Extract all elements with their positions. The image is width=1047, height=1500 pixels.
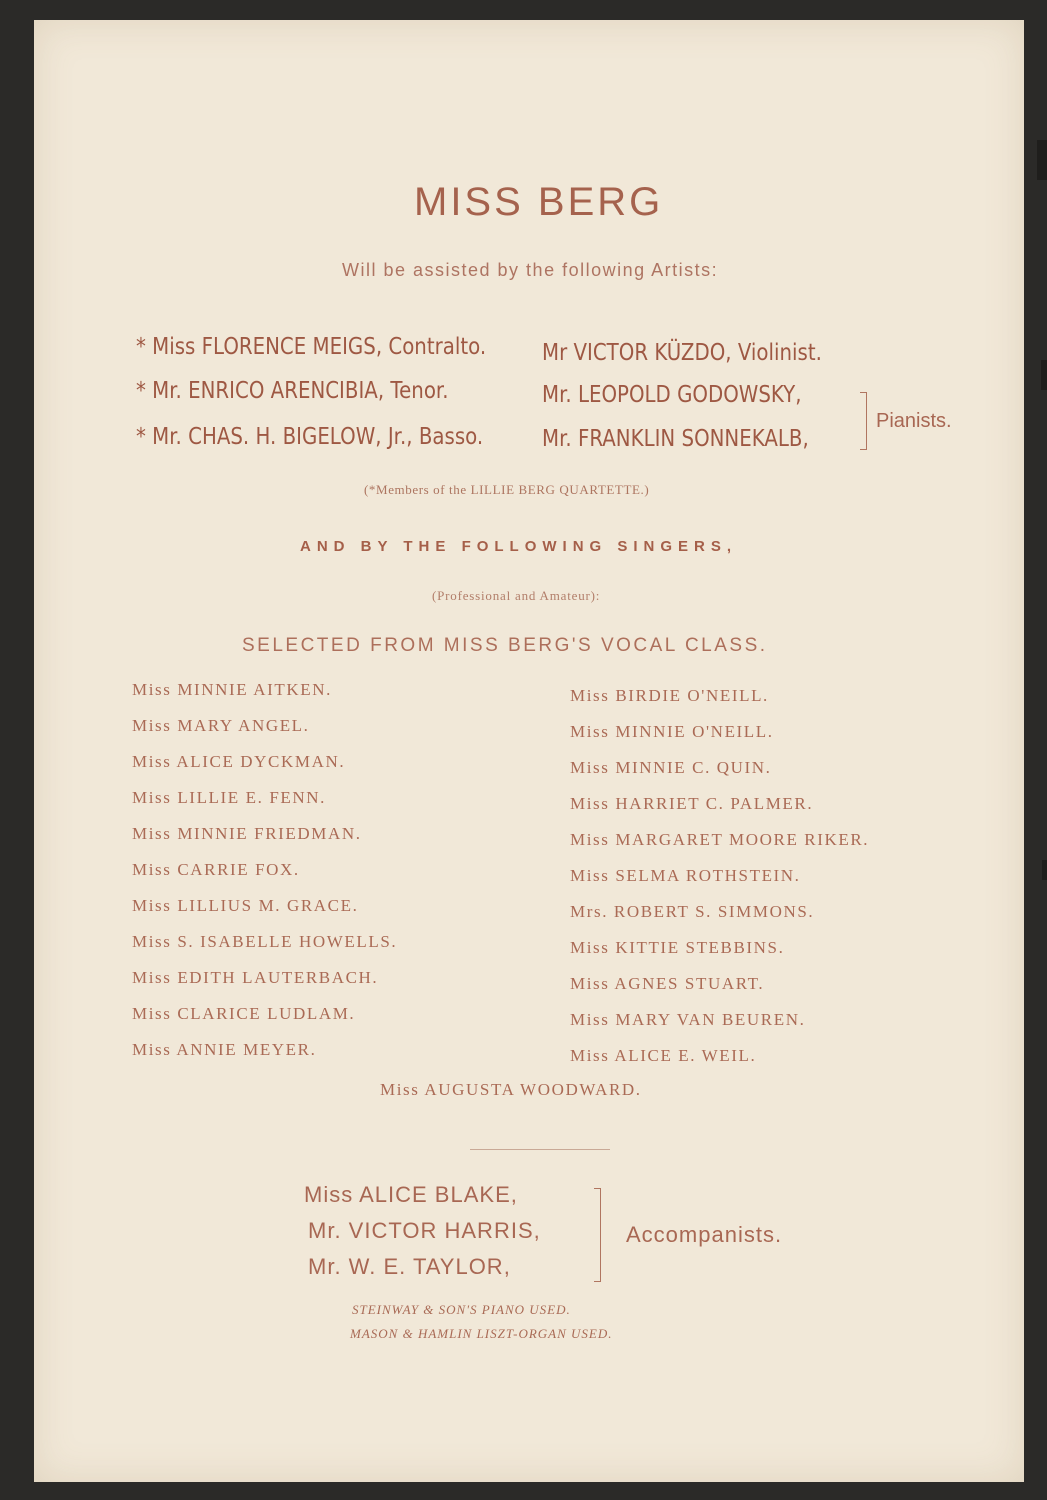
singer-right-5: Miss MARGARET MOORE RIKER. <box>570 830 870 849</box>
accompanists-label: Accompanists. <box>626 1222 783 1247</box>
assisted-by-line: Will be assisted by the following Artists: <box>342 260 719 280</box>
singer-left-2: Miss MARY ANGEL. <box>132 716 310 735</box>
accompanist-blake: Miss ALICE BLAKE, <box>304 1182 518 1207</box>
accompanist-taylor: Mr. W. E. TAYLOR, <box>308 1254 511 1279</box>
singers-heading: AND BY THE FOLLOWING SINGERS, <box>300 538 738 555</box>
singer-right-10: Miss MARY VAN BEUREN. <box>570 1010 806 1029</box>
singer-left-3: Miss ALICE DYCKMAN. <box>132 752 346 771</box>
pianists-label: Pianists. <box>876 410 952 432</box>
accompanist-harris: Mr. VICTOR HARRIS, <box>308 1218 541 1243</box>
program-page <box>34 20 1024 1482</box>
singer-left-6: Miss CARRIE FOX. <box>132 860 300 879</box>
artist-godowsky: Mr. LEOPOLD GODOWSKY, <box>542 382 802 408</box>
singer-right-9: Miss AGNES STUART. <box>570 974 765 993</box>
artist-sonnekalb: Mr. FRANKLIN SONNEKALB, <box>542 426 809 452</box>
singer-left-1: Miss MINNIE AITKEN. <box>132 680 332 699</box>
singer-right-2: Miss MINNIE O'NEILL. <box>570 722 774 741</box>
singer-right-11: Miss ALICE E. WEIL. <box>570 1046 757 1065</box>
singer-right-3: Miss MINNIE C. QUIN. <box>570 758 772 777</box>
artist-bigelow: * Mr. CHAS. H. BIGELOW, Jr., Basso. <box>136 424 484 450</box>
selected-heading: SELECTED FROM MISS BERG'S VOCAL CLASS. <box>242 635 768 656</box>
pianists-bracket <box>860 392 867 450</box>
singer-left-8: Miss S. ISABELLE HOWELLS. <box>132 932 398 951</box>
divider-rule <box>470 1149 610 1150</box>
singer-right-4: Miss HARRIET C. PALMER. <box>570 794 814 813</box>
singer-left-5: Miss MINNIE FRIEDMAN. <box>132 824 362 843</box>
page-title: MISS BERG <box>414 180 664 224</box>
accompanists-bracket <box>594 1188 601 1282</box>
artist-meigs: * Miss FLORENCE MEIGS, Contralto. <box>136 334 487 360</box>
singer-right-6: Miss SELMA ROTHSTEIN. <box>570 866 801 885</box>
steinway-credit: STEINWAY & SON'S PIANO USED. <box>352 1302 571 1317</box>
singer-right-8: Miss KITTIE STEBBINS. <box>570 938 785 957</box>
singer-left-4: Miss LILLIE E. FENN. <box>132 788 326 807</box>
torn-edge <box>1041 360 1047 390</box>
singer-left-7: Miss LILLIUS M. GRACE. <box>132 896 359 915</box>
singer-woodward: Miss AUGUSTA WOODWARD. <box>380 1080 642 1099</box>
singer-right-1: Miss BIRDIE O'NEILL. <box>570 686 769 705</box>
torn-edge <box>1042 860 1047 880</box>
singer-left-9: Miss EDITH LAUTERBACH. <box>132 968 379 987</box>
torn-edge <box>1037 140 1047 180</box>
singer-left-11: Miss ANNIE MEYER. <box>132 1040 317 1059</box>
members-note: (*Members of the LILLIE BERG QUARTETTE.) <box>364 482 650 497</box>
singer-right-7: Mrs. ROBERT S. SIMMONS. <box>570 902 815 921</box>
artist-kuzdo: Mr VICTOR KÜZDO, Violinist. <box>542 340 822 366</box>
artist-arencibia: * Mr. ENRICO ARENCIBIA, Tenor. <box>136 378 449 404</box>
mason-hamlin-credit: MASON & HAMLIN LISZT-ORGAN USED. <box>350 1326 613 1341</box>
professional-note: (Professional and Amateur): <box>432 588 601 603</box>
singer-left-10: Miss CLARICE LUDLAM. <box>132 1004 356 1023</box>
